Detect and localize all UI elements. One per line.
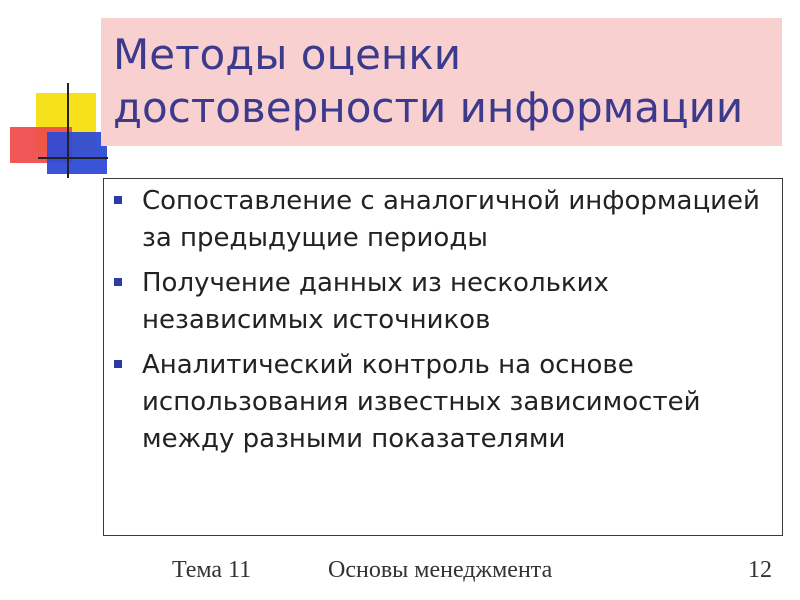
- footer-course: Основы менеджмента: [328, 557, 553, 583]
- decor-horizontal-line: [38, 157, 108, 159]
- decor-vertical-line: [67, 83, 69, 178]
- bullet-item: [110, 265, 770, 339]
- bullet-text: Сопоставление с аналогичной информацией за предыдущие периоды: [142, 186, 760, 253]
- slide-title: Методы оценки достоверности информации: [113, 30, 744, 132]
- bullet-text: Аналитический контроль на основе использования известных зависимостей между разными показателями: [142, 350, 701, 454]
- bullet-list: [110, 183, 770, 466]
- footer-page-number: 12: [748, 557, 772, 583]
- square-bullet-icon: [114, 278, 122, 286]
- footer-topic: Тема 11: [172, 557, 252, 583]
- decor-blue-square: [47, 132, 107, 174]
- square-bullet-icon: [114, 360, 122, 368]
- square-bullet-icon: [114, 196, 122, 204]
- bullet-text: Получение данных из нескольких независимых источников: [142, 268, 609, 335]
- bullet-item: [110, 183, 770, 257]
- bullet-item: [110, 347, 770, 458]
